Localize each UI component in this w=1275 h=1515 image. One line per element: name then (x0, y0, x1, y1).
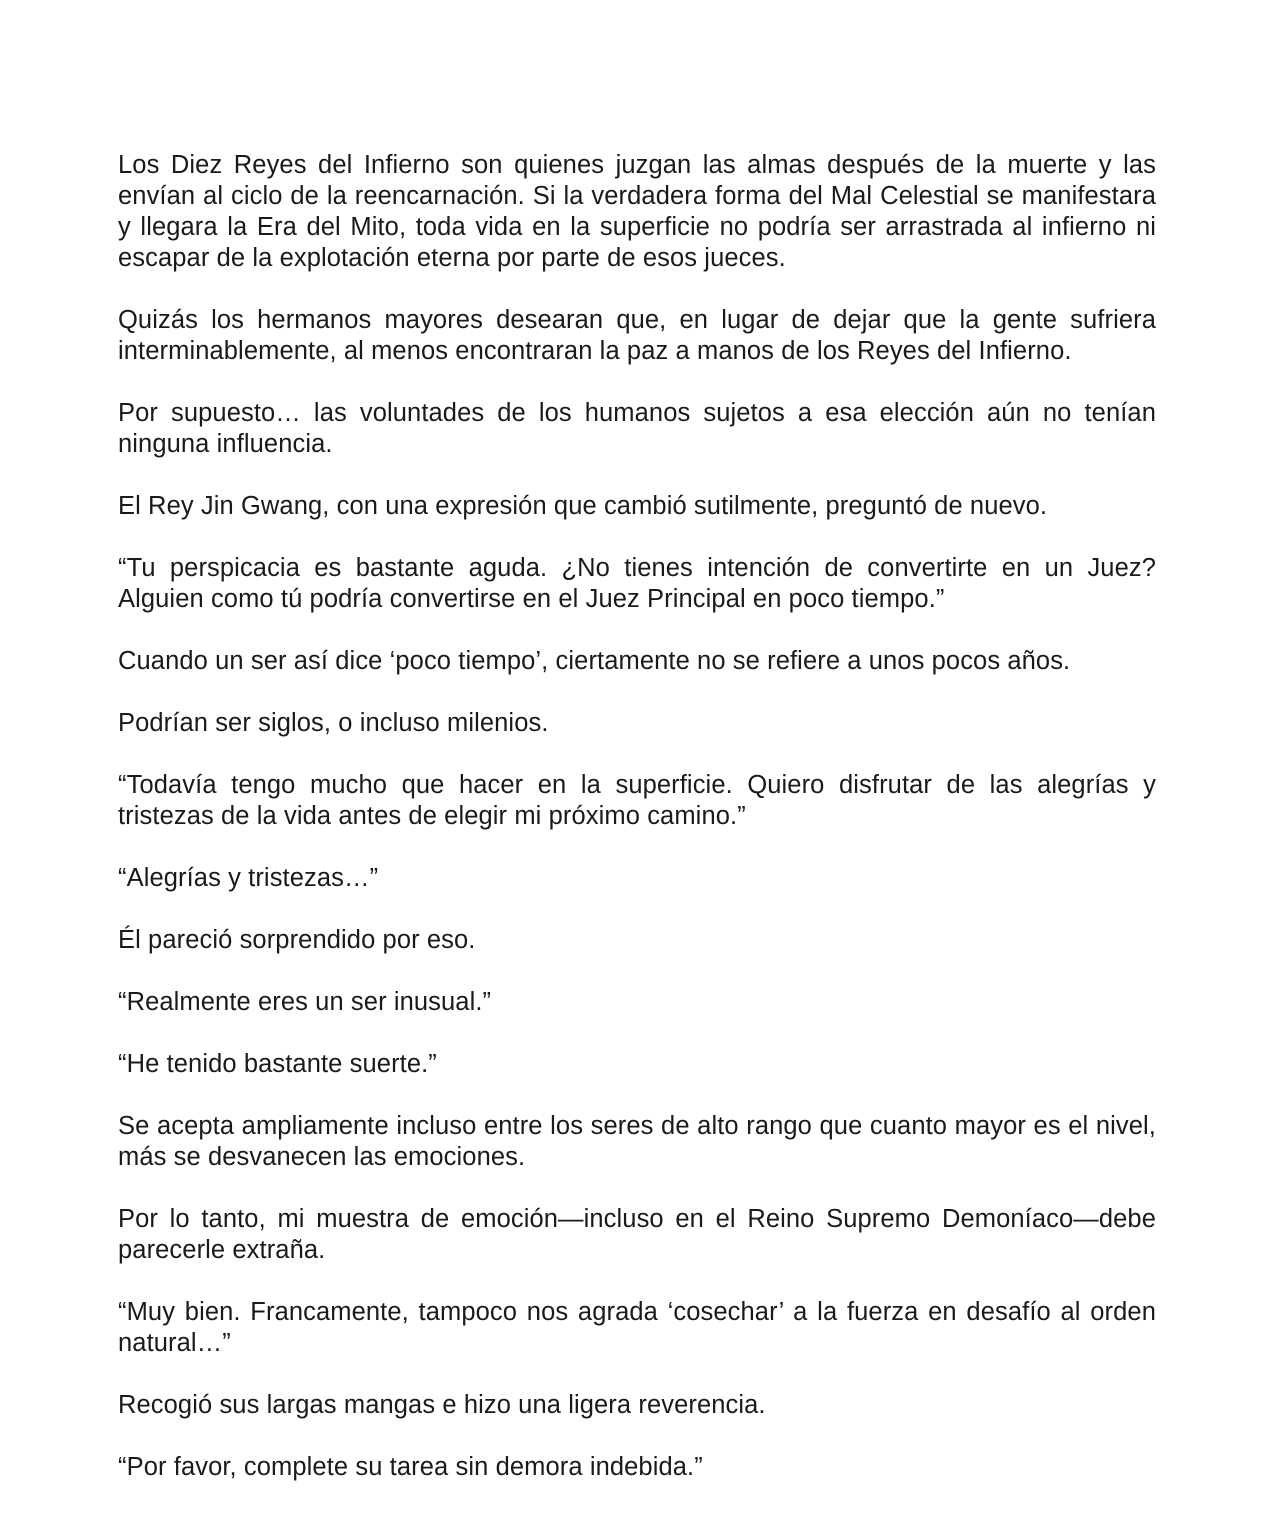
paragraph: Podrían ser siglos, o incluso milenios. (118, 709, 549, 737)
paragraph: Por supuesto… las voluntades de los humanos sujetos a esa elección aún no tenían ninguna influencia. (118, 399, 1156, 458)
paragraph: “Muy bien. Francamente, tampoco nos agrada ‘cosechar’ a la fuerza en desafío al orden natural…” (118, 1298, 1156, 1357)
paragraph: Los Diez Reyes del Infierno son quienes juzgan las almas después de la muerte y las envían al ciclo de la reencarnación. Si la verdadera forma del Mal Celestial se manifestara y llegara la Era del Mito, toda vida en la superficie no podría ser arrastrada al infierno ni escapar de la explotación eterna por parte de esos jueces. (118, 151, 1156, 272)
paragraph: “He tenido bastante suerte.” (118, 1050, 437, 1078)
paragraph: “Por favor, complete su tarea sin demora indebida.” (118, 1453, 703, 1481)
paragraph: “Todavía tengo mucho que hacer en la superficie. Quiero disfrutar de las alegrías y tristezas de la vida antes de elegir mi próximo camino.” (118, 771, 1156, 830)
paragraph: Por lo tanto, mi muestra de emoción—incluso en el Reino Supremo Demoníaco—debe parecerle extraña. (118, 1205, 1156, 1264)
paragraph: Quizás los hermanos mayores desearan que, en lugar de dejar que la gente sufriera interminablemente, al menos encontraran la paz a manos de los Reyes del Infierno. (118, 306, 1156, 365)
document-page (118, 150, 1156, 1483)
paragraph: El Rey Jin Gwang, con una expresión que cambió sutilmente, preguntó de nuevo. (118, 492, 1048, 520)
paragraph: “Realmente eres un ser inusual.” (118, 988, 492, 1016)
paragraph: “Alegrías y tristezas…” (118, 864, 379, 892)
paragraph: Se acepta ampliamente incluso entre los seres de alto rango que cuanto mayor es el nivel, más se desvanecen las emociones. (118, 1112, 1156, 1171)
paragraph: Él pareció sorprendido por eso. (118, 926, 476, 954)
paragraph: “Tu perspicacia es bastante aguda. ¿No tienes intención de convertirte en un Juez? Alguien como tú podría convertirse en el Juez Principal en poco tiempo.” (118, 554, 1156, 613)
paragraph: Cuando un ser así dice ‘poco tiempo’, ciertamente no se refiere a unos pocos años. (118, 647, 1071, 675)
paragraph: Recogió sus largas mangas e hizo una ligera reverencia. (118, 1391, 766, 1419)
